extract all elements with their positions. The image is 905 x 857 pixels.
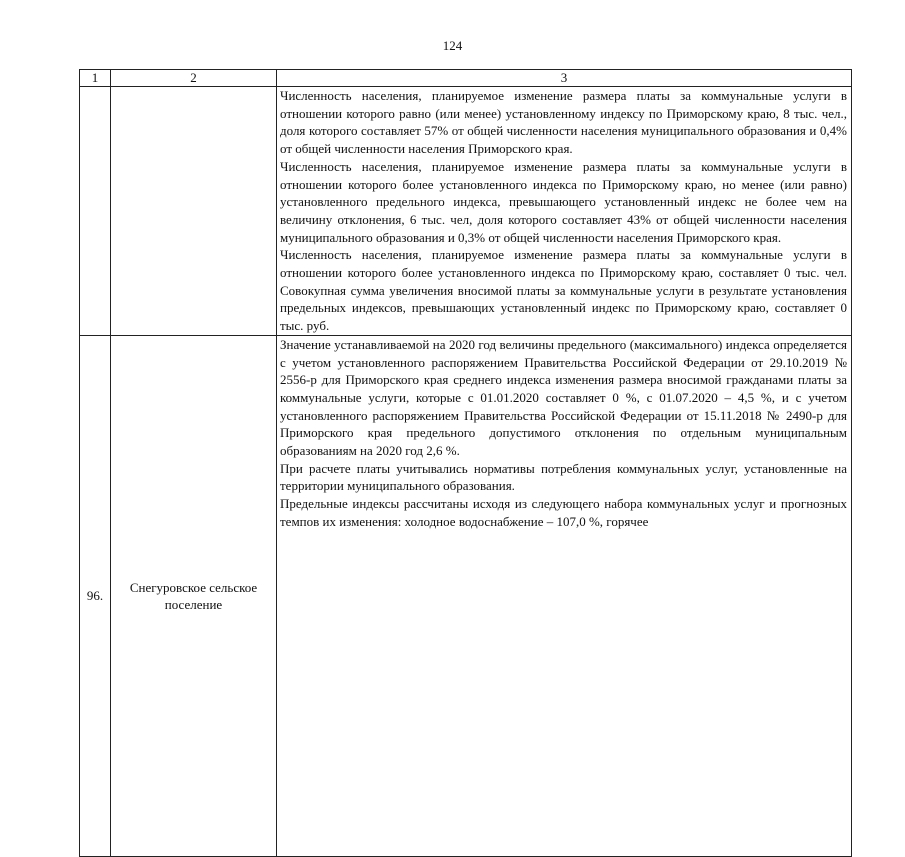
- description-paragraph: Значение устанавливаемой на 2020 год величины предельного (максимального) индекса определяется с учетом установленного распоряжением Правительства Российской Федерации от 29.10.2019 № 2556-р для Приморского края среднего индекса изменения размера вносимой гражданами платы за коммунальные услуги, которые с 01.01.2020 составляет 0 %, с 01.07.2020 – 4,5 %, и с учетом установленного распоряжением Правительства Российской Федерации от 15.11.2018 № 2490-р для Приморского края предельного допустимого отклонения по отдельным муниципальным образованиям на 2020 год 2,6 %.: [280, 336, 847, 459]
- table-row: [80, 87, 852, 336]
- row-number-cell: [80, 87, 111, 336]
- settlement-name-cell: [111, 87, 277, 336]
- page-number: 124: [442, 38, 463, 53]
- description-paragraph: Численность населения, планируемое изменение размера платы за коммунальные услуги в отношении которого равно (или менее) установленному индексу по Приморскому краю, 8 тыс. чел., доля которого составляет 57% от общей численности населения муниципального образования и 0,4% от общей численности населения Приморского края.: [280, 88, 847, 157]
- row-number-cell: 96.: [80, 335, 111, 856]
- settlement-name-cell: Снегуровское сельское поселение: [111, 335, 277, 856]
- description-paragraph: Численность населения, планируемое изменение размера платы за коммунальные услуги в отношении которого более установленного индекса по Приморскому краю, составляет 0 тыс. чел. Совокупная сумма увеличения вносимой платы за коммунальные услуги в результате установления предельных индексов, превышающих установленный индекс по Приморскому краю, составляет 0 тыс. руб.: [280, 247, 847, 334]
- document-table: [79, 69, 852, 857]
- description-paragraph: Предельные индексы рассчитаны исходя из следующего набора коммунальных услуг и прогнозных темпов их изменения: холодное водоснабжение – 107,0 %, горячее: [280, 496, 847, 529]
- description-paragraph: Численность населения, планируемое изменение размера платы за коммунальные услуги в отношении которого более установленного индекса по Приморскому краю, но менее (или равно) установленного предельного индекса, превышающего установленный индекс не более чем на величину отклонения, 6 тыс. чел, доля которого составляет 43% от общей численности населения муниципального образования и 0,3% от общей численности населения Приморского края.: [280, 158, 847, 245]
- table-row: [80, 335, 852, 856]
- description-cell: [277, 87, 852, 336]
- column-header-3: 3: [277, 70, 852, 87]
- description-cell: [277, 335, 852, 856]
- column-header-2: 2: [111, 70, 277, 87]
- description-paragraph: При расчете платы учитывались нормативы потребления коммунальных услуг, установленные на территории муниципального образования.: [280, 460, 847, 494]
- table-header-row: [80, 70, 852, 87]
- column-header-1: 1: [80, 70, 111, 87]
